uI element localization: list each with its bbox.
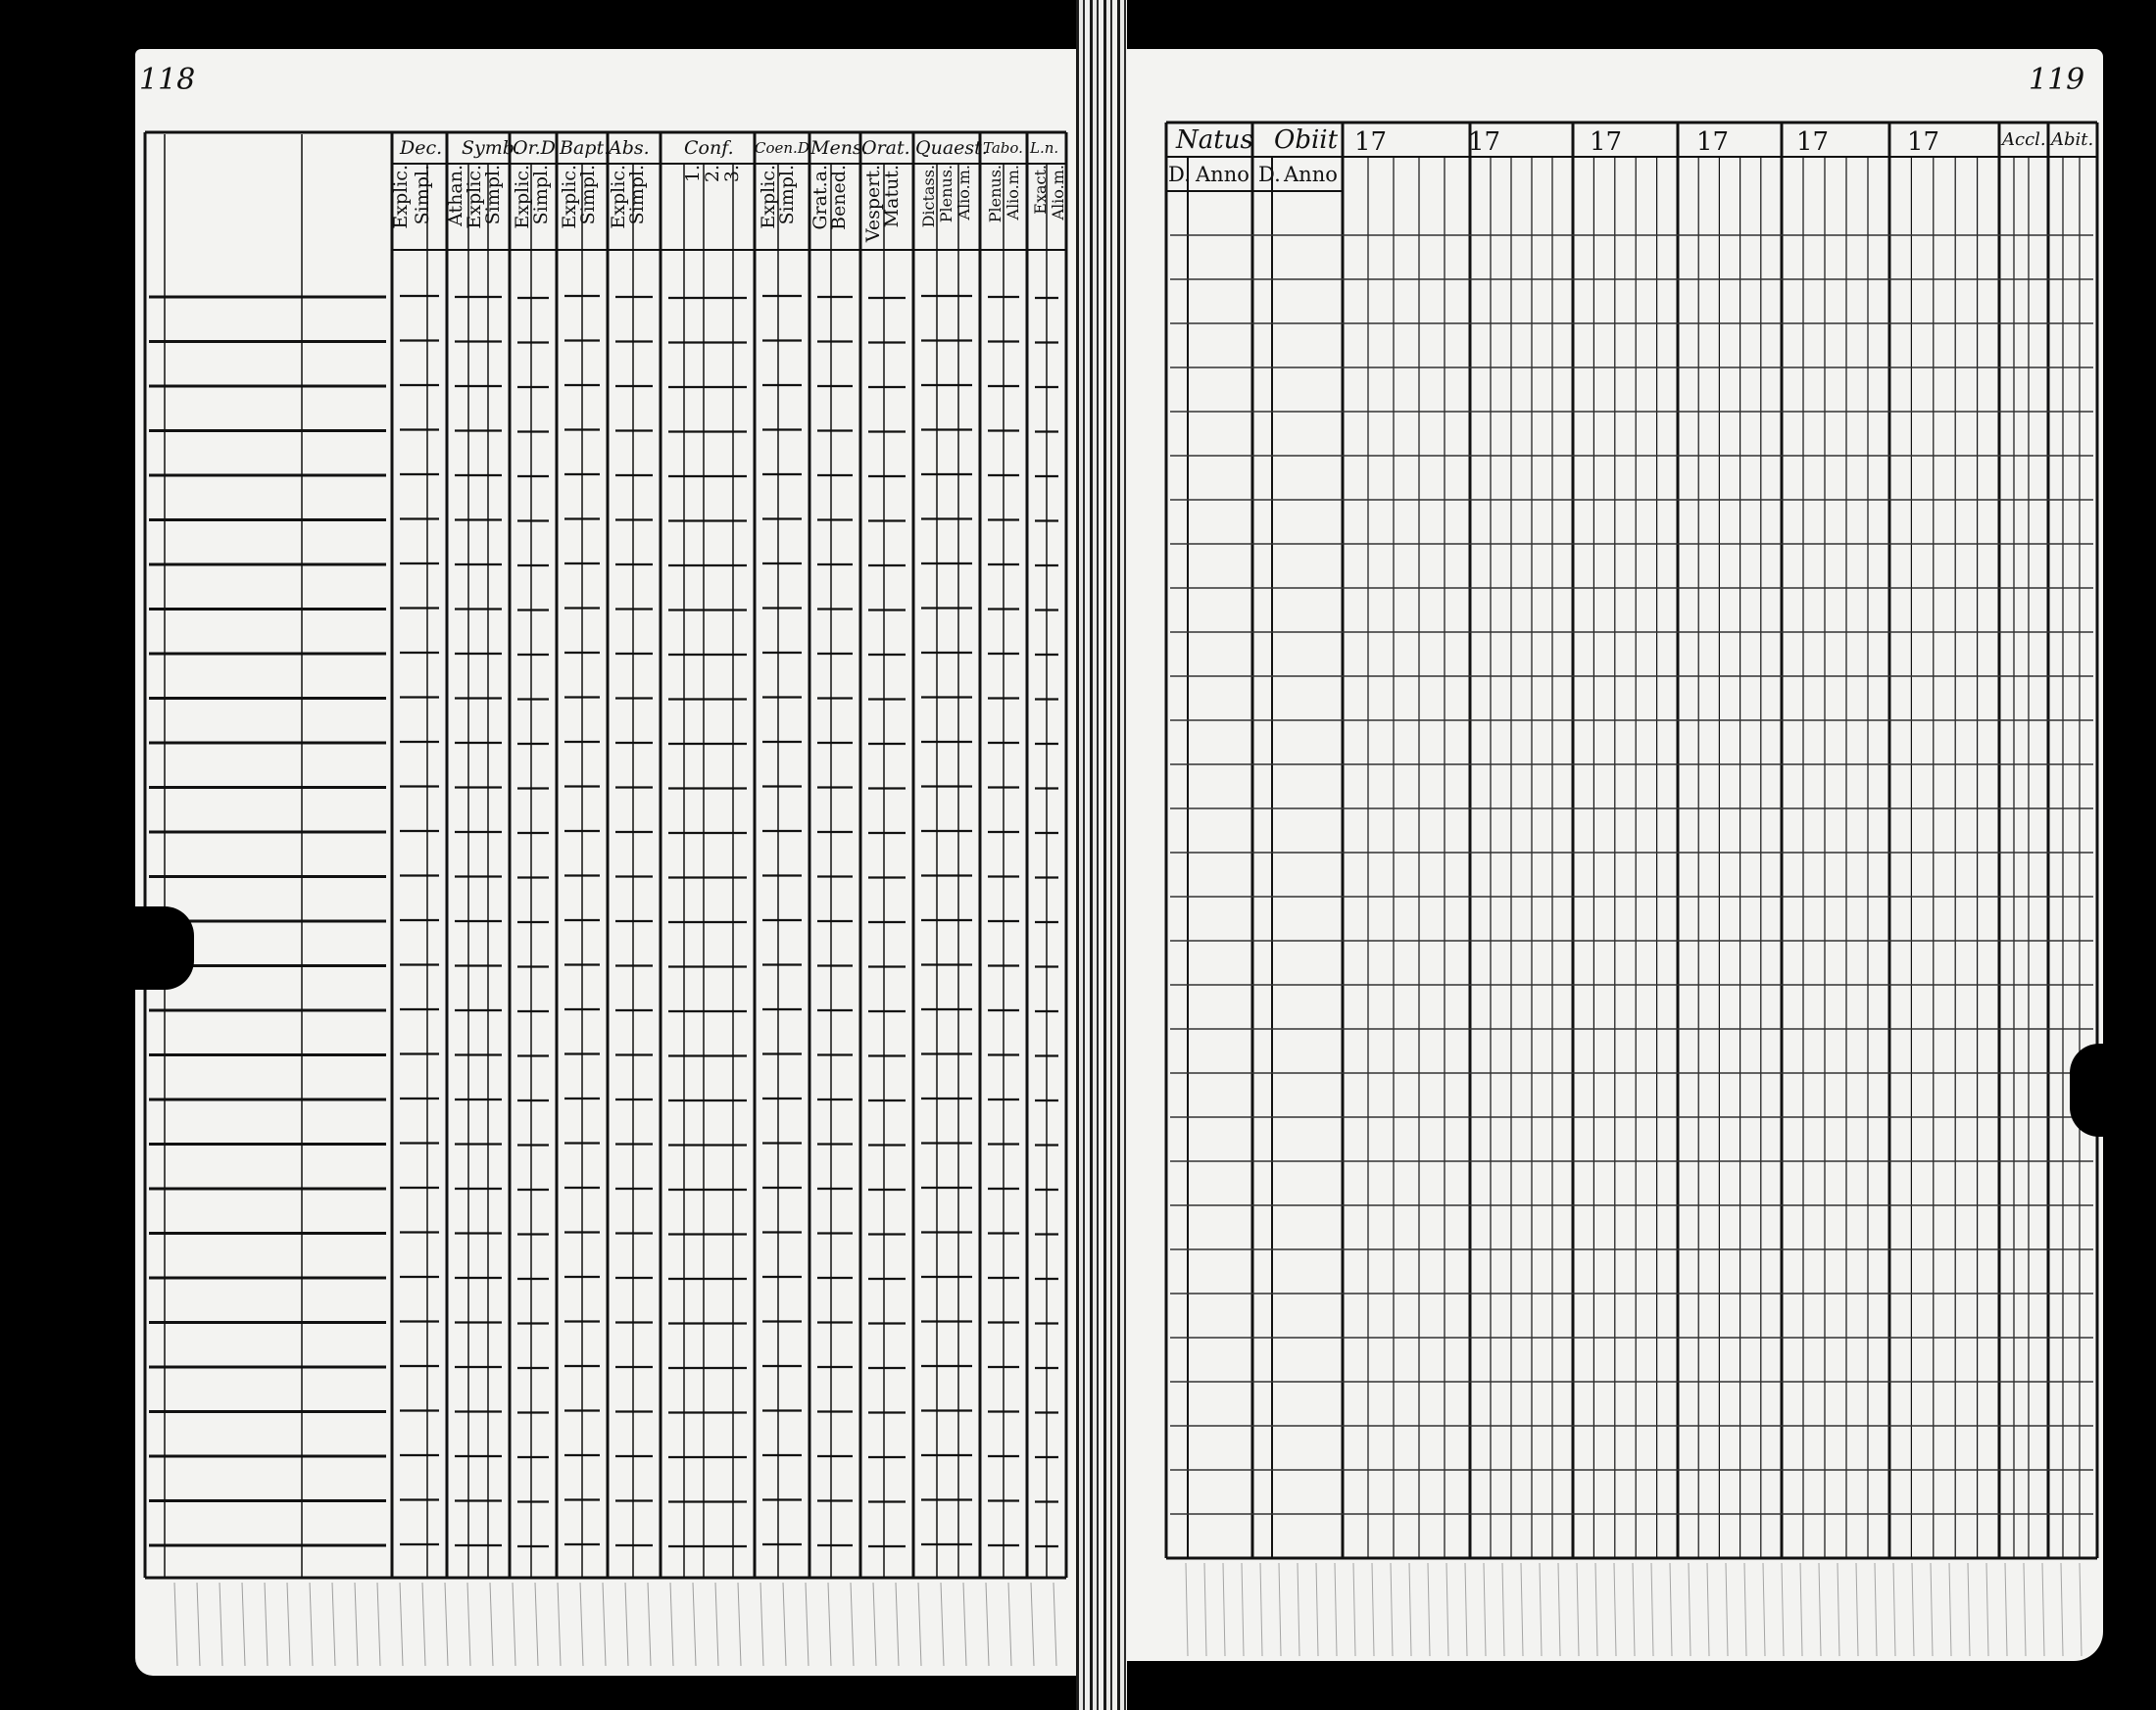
col-header-ord: Or.D <box>513 137 556 159</box>
binding-clip-right <box>2070 1044 2103 1137</box>
col-sub-coend-explic: Explic. <box>758 165 779 229</box>
col-sub-conf-3: 3. <box>721 165 743 183</box>
col-sub-symb-simpl: Simpl. <box>482 165 504 225</box>
col-sub-orat-matut: Matut. <box>881 165 903 228</box>
right-ruled-grid <box>1127 49 2103 1661</box>
col-sub-dec-simpl: Simpl. <box>412 165 433 225</box>
binding-clip-left <box>135 906 194 990</box>
obiit-sub-anno: Anno <box>1284 163 1338 186</box>
col-sub-ln-exact: Exact. <box>1031 165 1050 215</box>
obiit-header: Obiit <box>1274 125 1339 155</box>
col-sub-conf-2: 2. <box>702 165 723 183</box>
left-page <box>135 49 1076 1676</box>
year-header-1: 17 <box>1354 127 1388 157</box>
col-sub-conf-1: 1. <box>682 165 704 183</box>
year-header-3: 17 <box>1590 127 1623 157</box>
col-header-dec: Dec. <box>400 137 443 159</box>
col-sub-symb-explic: Explic. <box>464 165 485 229</box>
page-number-left: 118 <box>139 63 196 97</box>
natus-header: Natus <box>1176 125 1253 155</box>
col-header-mens: Mens. <box>810 137 868 159</box>
col-sub-orat-vespert: Vespert. <box>862 165 884 243</box>
col-header-bapt: Bapt. <box>560 137 611 159</box>
col-sub-mens-grat: Grat.a. <box>809 165 831 230</box>
col-header-coend: Coen.D <box>755 139 809 157</box>
col-sub-quaest-plenus: Plenus. <box>937 165 956 223</box>
book-spine <box>1076 0 1127 1710</box>
col-sub-symb-athan: Athan. <box>445 165 466 226</box>
col-sub-abs-simpl: Simpl. <box>626 165 648 225</box>
col-sub-tabo-aliom: Alio.m. <box>1004 165 1022 220</box>
col-header-orat: Orat. <box>861 137 910 159</box>
col-sub-ord-simpl: Simpl. <box>530 165 552 225</box>
col-sub-tabo-plenus: Plenus. <box>986 165 1004 223</box>
col-sub-quaest-dictass: Dictass. <box>919 165 938 228</box>
col-sub-mens-bened: Bened. <box>828 165 850 230</box>
page-number-right: 119 <box>2029 63 2085 97</box>
col-header-conf: Conf. <box>684 137 734 159</box>
col-header-quaest: Quaest. <box>915 137 988 159</box>
year-header-6: 17 <box>1907 127 1940 157</box>
col-sub-bapt-simpl: Simpl. <box>577 165 599 225</box>
obiit-sub-day: D. <box>1258 163 1281 186</box>
col-header-symb: Symb. <box>462 137 520 159</box>
right-page <box>1127 49 2103 1661</box>
natus-sub-anno: Anno <box>1196 163 1250 186</box>
accessit-header: Accl. <box>2002 129 2046 150</box>
col-header-ln: L.n. <box>1030 139 1059 157</box>
left-ruled-grid <box>135 49 1076 1676</box>
col-sub-ord-explic: Explic. <box>512 165 533 229</box>
col-sub-coend-simpl: Simpl. <box>776 165 798 225</box>
col-sub-quaest-aliom: Alio.m. <box>955 165 973 220</box>
natus-sub-day: D. <box>1168 163 1191 186</box>
col-header-abs: Abs. <box>609 137 650 159</box>
year-header-5: 17 <box>1796 127 1830 157</box>
year-header-2: 17 <box>1468 127 1501 157</box>
col-header-tabo: Tabo. <box>983 139 1023 157</box>
year-header-4: 17 <box>1696 127 1730 157</box>
abiit-header: Abit. <box>2051 129 2094 150</box>
col-sub-bapt-explic: Explic. <box>559 165 580 229</box>
col-sub-dec-explic: Explic. <box>390 165 412 229</box>
col-sub-ln-aliom: Alio.m. <box>1049 165 1067 220</box>
col-sub-abs-explic: Explic. <box>608 165 629 229</box>
